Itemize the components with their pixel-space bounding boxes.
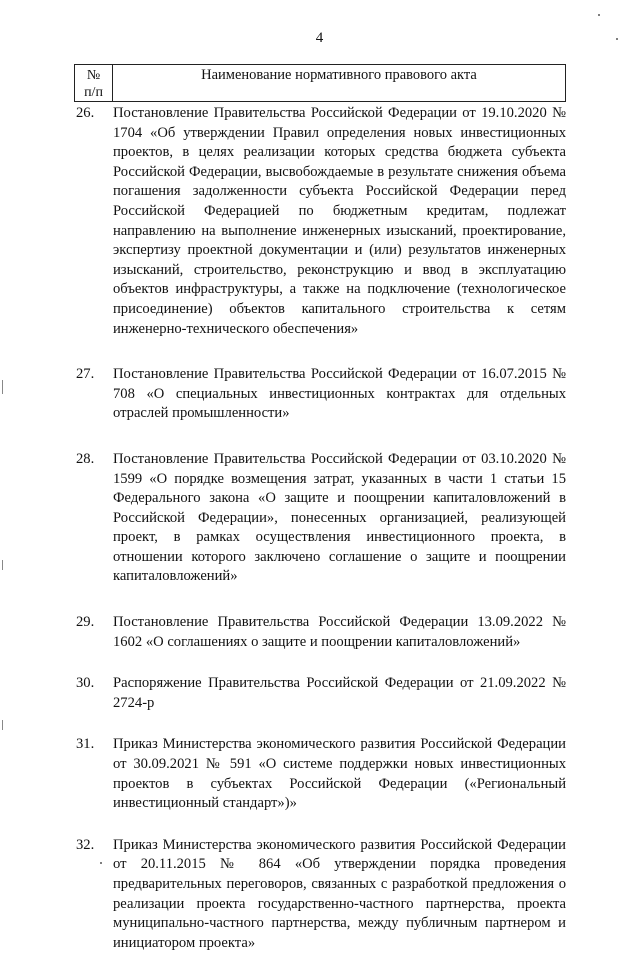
list-item-number: 26. (76, 105, 95, 121)
scan-speck (616, 38, 618, 40)
list-item-text: Приказ Министерства экономического развития Российской Федерации от 30.09.2021 № 591 «О системе поддержки новых инвестиционных проектов в субъектах Российской Федерации («Региональный инвестиционный стандарт»)» (113, 736, 566, 812)
list-item-text: Приказ Министерства экономического развития Российской Федерации от 20.11.2015 № 864 «Об утверждении порядка проведения предварительных переговоров, связанных с разработкой предложения о реализации проекта государственно-частного партнерства, проекта муниципально-частного партнерства, между публичным партнером и инициатором проекта» (113, 836, 566, 951)
list-item-number: 29. (76, 614, 95, 631)
list-item-number: 32. (76, 836, 95, 853)
scan-edge-mark (2, 720, 3, 730)
header-number-label: № (86, 68, 101, 83)
list-item (76, 674, 566, 713)
list-item (76, 613, 566, 652)
header-number-sublabel: п/п (84, 85, 103, 100)
list-item-text: Постановление Правительства Российской Федерации 13.09.2022 № 1602 «О соглашениях о защите и поощрении капиталовложений» (113, 614, 566, 650)
table-header (74, 64, 566, 102)
scan-speck (100, 862, 102, 864)
header-title-column: Наименование нормативного правового акта (201, 67, 477, 83)
list-item-text: Постановление Правительства Российской Федерации от 16.07.2015 № 708 «О специальных инвестиционных контрактах для отдельных отраслей промышленности» (113, 366, 566, 422)
page-number: 4 (315, 30, 324, 46)
list-item (76, 836, 566, 953)
list-item-text: Распоряжение Правительства Российской Федерации от 21.09.2022 № 2724-р (113, 675, 566, 711)
list-item-text: Постановление Правительства Российской Федерации от 03.10.2020 № 1599 «О порядке возмещения затрат, указанных в части 1 статьи 15 Федерального закона «О защите и поощрении капиталовложений в Российской Федерации», понесенных организацией, реализующей проект, в рамках осуществления инвестиционного проекта, в отношении которого заключено соглашение о защите и поощрении капиталовложений» (113, 450, 566, 585)
list-item (76, 450, 566, 587)
list-item-text: Постановление Правительства Российской Федерации от 19.10.2020 № 1704 «Об утверждении Правил определения новых инвестиционных проектов, в целях реализации которых средства бюджета субъекта Российской Федерации, высвобождаемые в результате снижения объема погашения задолженности субъекта Российской Федерации перед Российской Федерацией по бюджетным кредитам, подлежат направлению на выполнение инженерных изысканий, проектирование, экспертизу проектной документации и (или) результатов инженерных изысканий, строительство, реконструкцию и ввод в эксплуатацию объектов инфраструктуры, а также на подключение (технологическое присоединение) объектов капитального строительства к сетям инженерно-технического обеспечения» (113, 105, 566, 337)
header-number-column (75, 65, 113, 101)
document-list (76, 104, 566, 953)
list-item-number: 27. (76, 366, 95, 383)
scan-speck (598, 14, 600, 16)
list-item-number: 30. (76, 675, 95, 692)
scan-edge-mark (2, 560, 3, 570)
list-item (76, 735, 566, 813)
list-item (76, 365, 566, 424)
list-item-number: 28. (76, 450, 95, 467)
list-item (76, 104, 566, 339)
scan-edge-mark (2, 380, 3, 394)
list-item-number: 31. (76, 736, 95, 753)
